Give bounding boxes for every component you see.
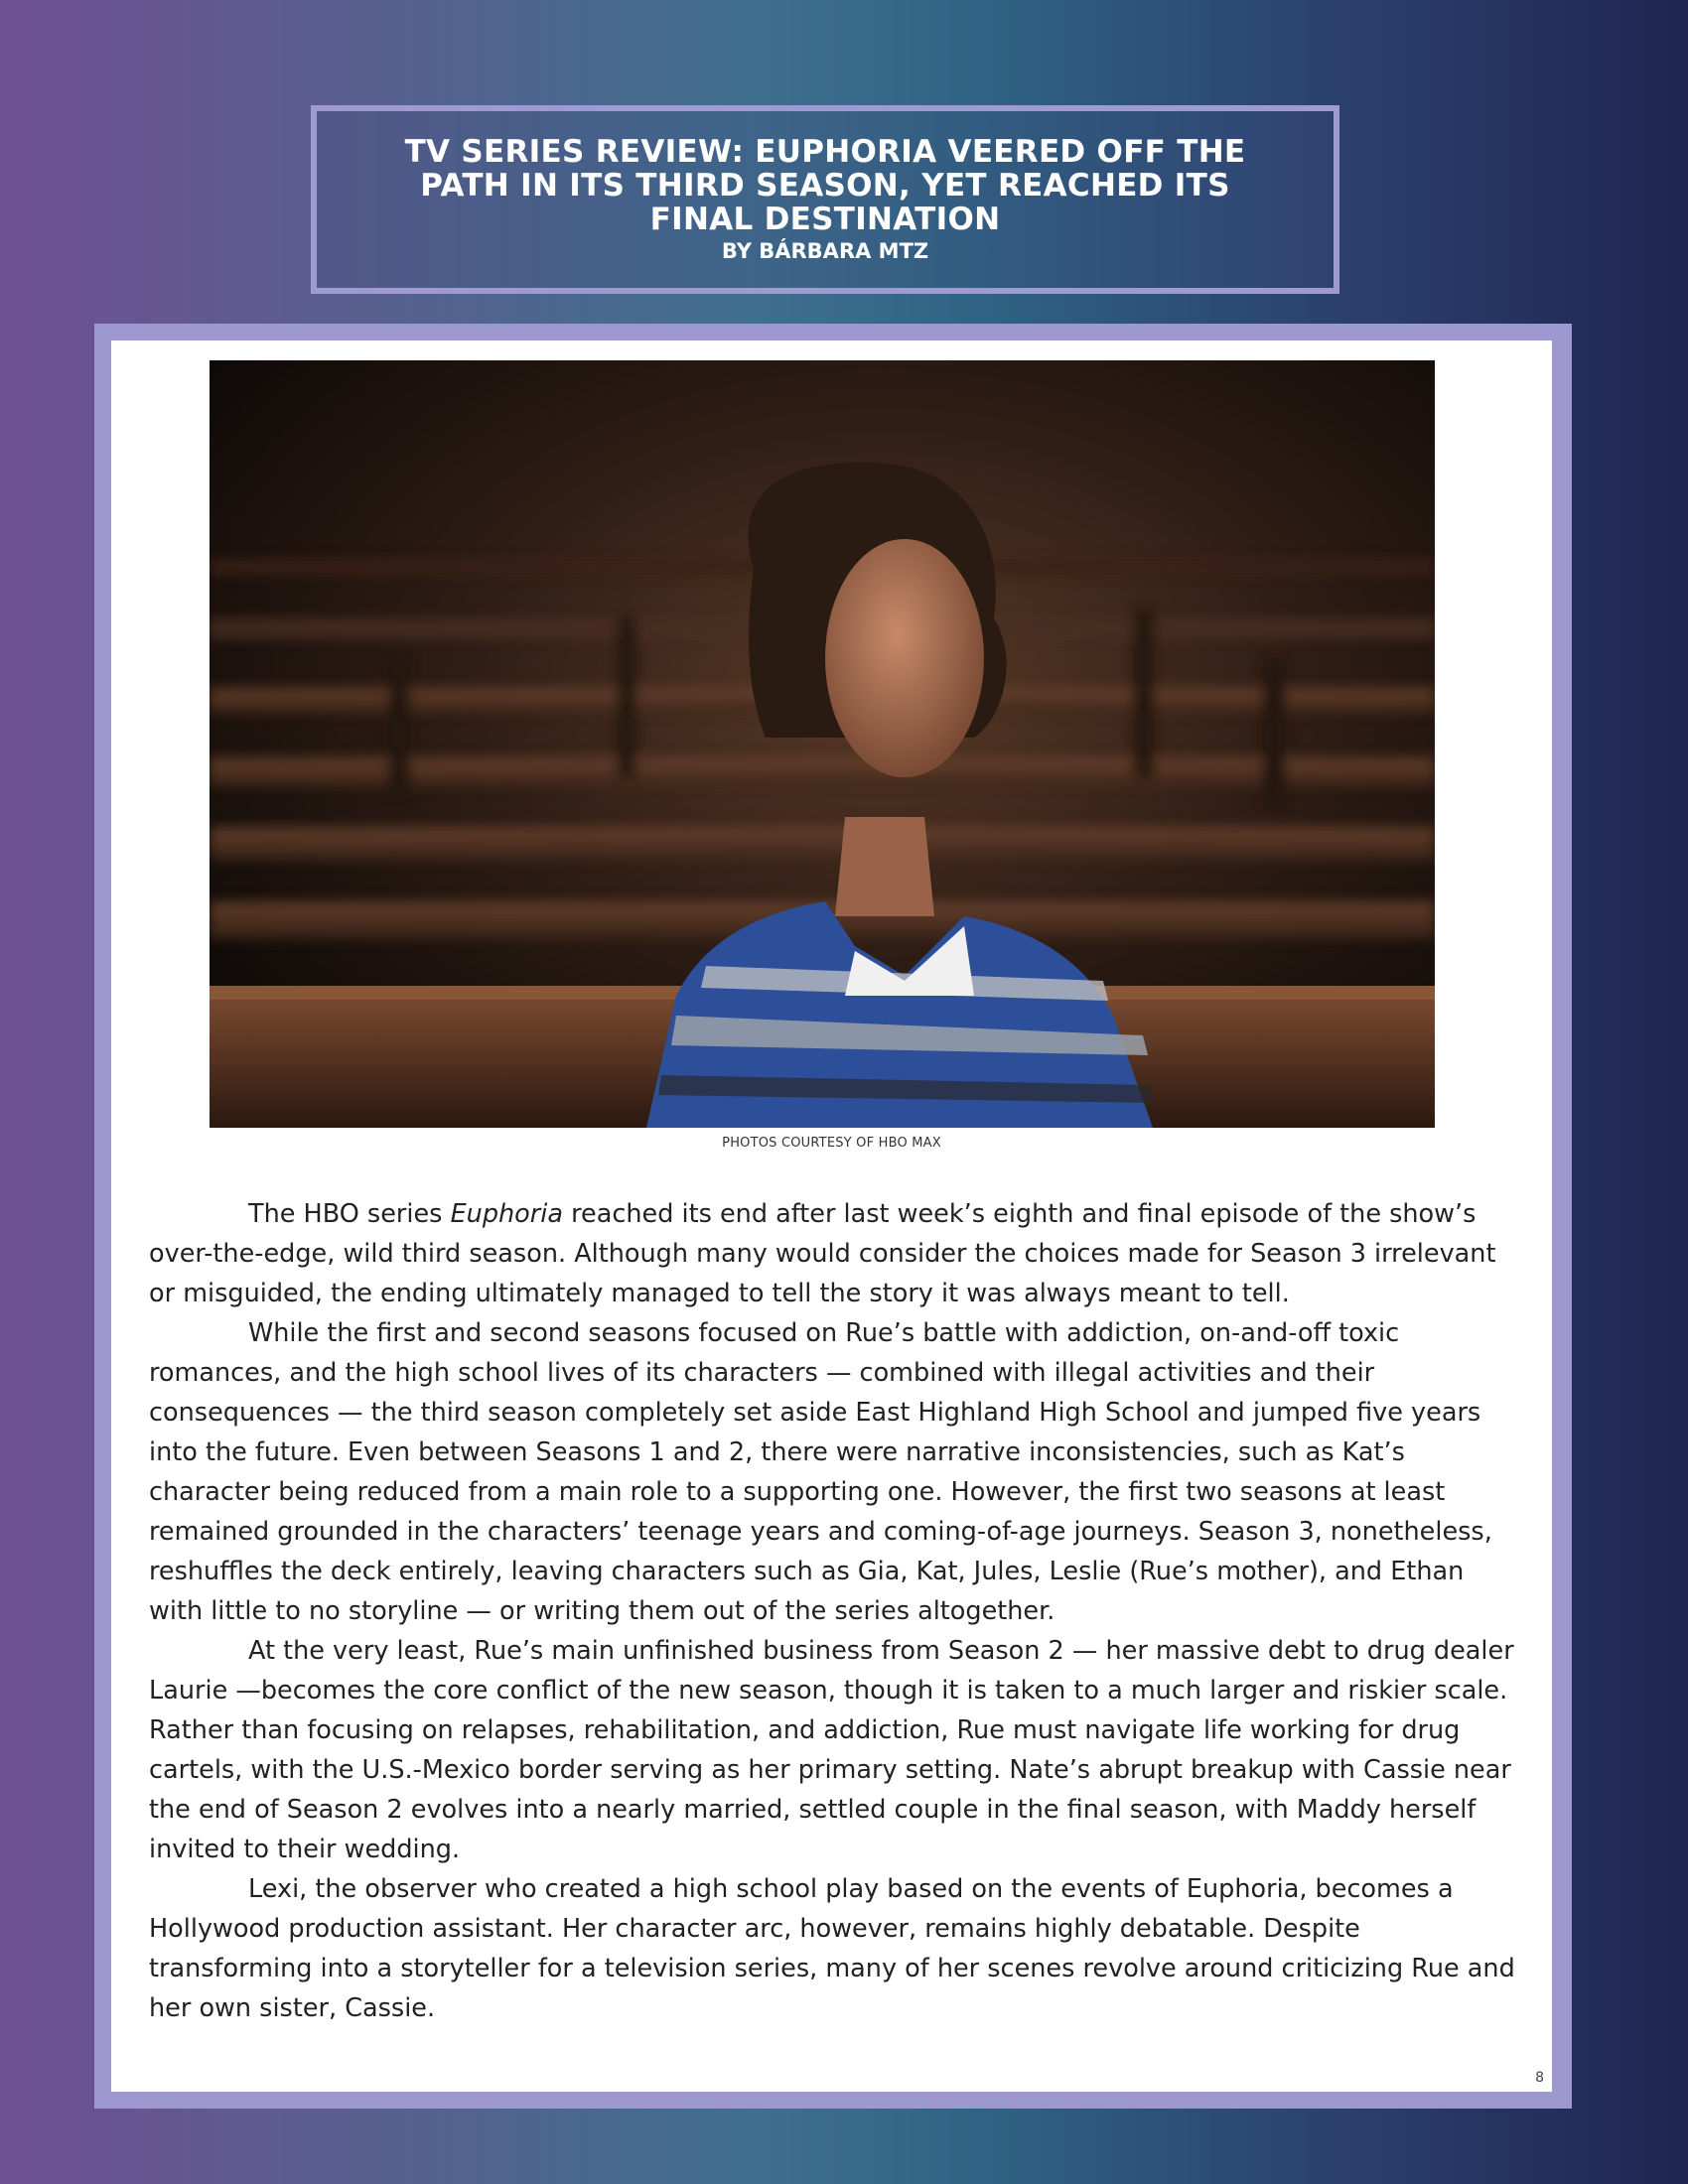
paragraph: The HBO series Euphoria reached its end after last week’s eighth and final episode of the show’s over-the-edge, wild third season. Although many would consider the choices made for Season 3 irrelevant or misguided, the ending ultimately managed to tell the story it was always meant to tell. [149, 1199, 1496, 1308]
byline: BY BÁRBARA MTZ [721, 239, 929, 263]
article-body [149, 1194, 1522, 2028]
article-photo [210, 360, 1435, 1128]
photo-caption: PHOTOS COURTESY OF HBO MAX [722, 1136, 941, 1151]
content-frame [94, 324, 1572, 2109]
headline-box [311, 105, 1339, 294]
content-panel [111, 341, 1552, 2092]
paragraph: At the very least, Rue’s main unfinished business from Season 2 — her massive debt to drug dealer Laurie —becomes the core conflict of the new season, though it is taken to a much larger and riskier scale. Rather than focusing on relapses, rehabilitation, and addiction, Rue must navigate life working for drug cartels, with the U.S.-Mexico border serving as her primary setting. Nate’s abrupt breakup with Cassie near the end of Season 2 evolves into a nearly married, settled couple in the final season, with Maddy herself invited to their wedding. [149, 1636, 1514, 1864]
show-title: Euphoria [450, 1199, 563, 1229]
paragraph: Lexi, the observer who created a high school play based on the events of Euphoria, becomes a Hollywood production assistant. Her character arc, however, remains highly debatable. Despite transforming into a storyteller for a television series, many of her scenes revolve around criticizing Rue and her own sister, Cassie. [149, 1874, 1515, 2023]
page-number: 8 [1535, 2070, 1544, 2086]
headline: TV SERIES REVIEW: EUPHORIA VEERED OFF THE PATH IN ITS THIRD SEASON, YET REACHED ITS FINAL DESTINATION [404, 134, 1246, 237]
paragraph: While the first and second seasons focused on Rue’s battle with addiction, on-and-off toxic romances, and the high school lives of its characters — combined with illegal activities and their consequences — the third season completely set aside East Highland High School and jumped five years into the future. Even between Seasons 1 and 2, there were narrative inconsistencies, such as Kat’s character being reduced from a main role to a supporting one. However, the first two seasons at least remained grounded in the characters’ teenage years and coming-of-age journeys. Season 3, nonetheless, reshuffles the deck entirely, leaving characters such as Gia, Kat, Jules, Leslie (Rue’s mother), and Ethan with little to no storyline — or writing them out of the series altogether. [149, 1318, 1492, 1626]
